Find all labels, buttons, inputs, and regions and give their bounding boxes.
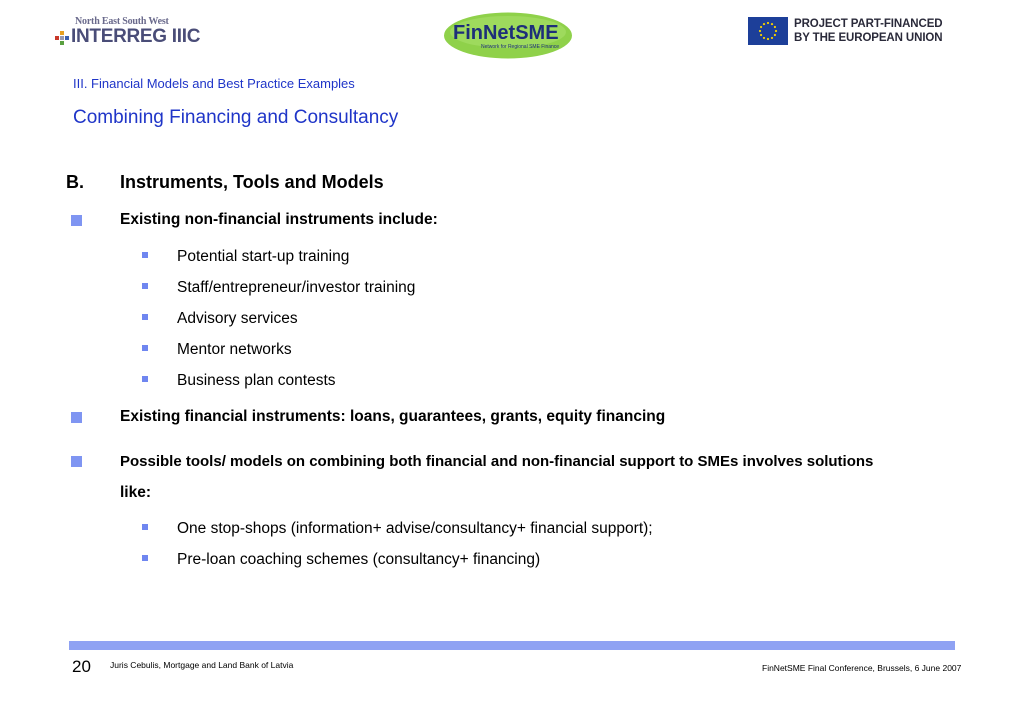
eu-star-icon <box>771 23 773 25</box>
bullet-text: Existing financial instruments: loans, guarantees, grants, equity financing <box>120 408 666 425</box>
sub-bullet-text: Mentor networks <box>177 341 292 358</box>
footer-author: Juris Cebulis, Mortgage and Land Bank of Latvia <box>110 660 294 670</box>
finnetsme-logo-text: FinNetSME <box>453 22 559 44</box>
sub-bullet-square-icon <box>142 314 148 320</box>
bullet-square-icon <box>71 215 82 226</box>
bullet-square-icon <box>71 456 82 467</box>
eu-logo-line-1: PROJECT PART-FINANCED <box>794 18 943 30</box>
eu-star-icon <box>760 26 762 28</box>
sub-bullet-square-icon <box>142 252 148 258</box>
eu-star-icon <box>774 26 776 28</box>
heading-letter: B. <box>66 172 84 192</box>
eu-star-icon <box>774 34 776 36</box>
sub-bullet-square-icon <box>142 283 148 289</box>
sub-bullet-text: Advisory services <box>177 310 298 327</box>
eu-star-icon <box>767 22 769 24</box>
section-label: III. Financial Models and Best Practice Examples <box>73 76 355 91</box>
eu-star-icon <box>759 30 761 32</box>
heading-text: Instruments, Tools and Models <box>120 172 384 192</box>
sub-bullet-text: Business plan contests <box>177 372 336 389</box>
footer-bar <box>69 641 955 650</box>
eu-cofinanced-logo <box>748 17 958 49</box>
page-number: 20 <box>72 657 91 676</box>
eu-star-icon <box>767 38 769 40</box>
eu-star-icon <box>775 30 777 32</box>
sub-bullet-square-icon <box>142 524 148 530</box>
finnetsme-logo-tagline: Network for Regional SME Finance <box>481 44 560 50</box>
interreg-logo-title: INTERREG IIIC <box>71 26 201 47</box>
sub-bullet-text: Pre-loan coaching schemes (consultancy+ financing) <box>177 551 541 568</box>
slide-title: Combining Financing and Consultancy <box>73 107 399 128</box>
sub-bullet-text: Staff/entrepreneur/investor training <box>177 279 416 296</box>
eu-logo-line-2: BY THE EUROPEAN UNION <box>794 32 943 44</box>
sub-bullet-square-icon <box>142 376 148 382</box>
interreg-logo <box>55 16 205 50</box>
eu-star-icon <box>763 37 765 39</box>
interreg-mark-icon <box>55 31 69 45</box>
eu-star-icon <box>760 34 762 36</box>
eu-flag-icon <box>748 17 788 45</box>
sub-bullet-square-icon <box>142 555 148 561</box>
sub-bullet-square-icon <box>142 345 148 351</box>
footer-event: FinNetSME Final Conference, Brussels, 6 June 2007 <box>762 663 962 673</box>
sub-bullet-text: One stop-shops (information+ advise/consultancy+ financial support); <box>177 520 653 537</box>
bullet-text: Possible tools/ models on combining both financial and non-financial support to SMEs involves solutions <box>120 453 874 470</box>
eu-star-icon <box>771 37 773 39</box>
bullet-text-continuation: like: <box>120 484 152 501</box>
sub-bullet-text: Potential start-up training <box>177 248 350 265</box>
bullet-square-icon <box>71 412 82 423</box>
interreg-logo-subtitle: North East South West <box>75 16 169 27</box>
eu-star-icon <box>763 23 765 25</box>
finnetsme-logo <box>443 12 573 59</box>
bullet-text: Existing non-financial instruments include: <box>120 211 438 228</box>
